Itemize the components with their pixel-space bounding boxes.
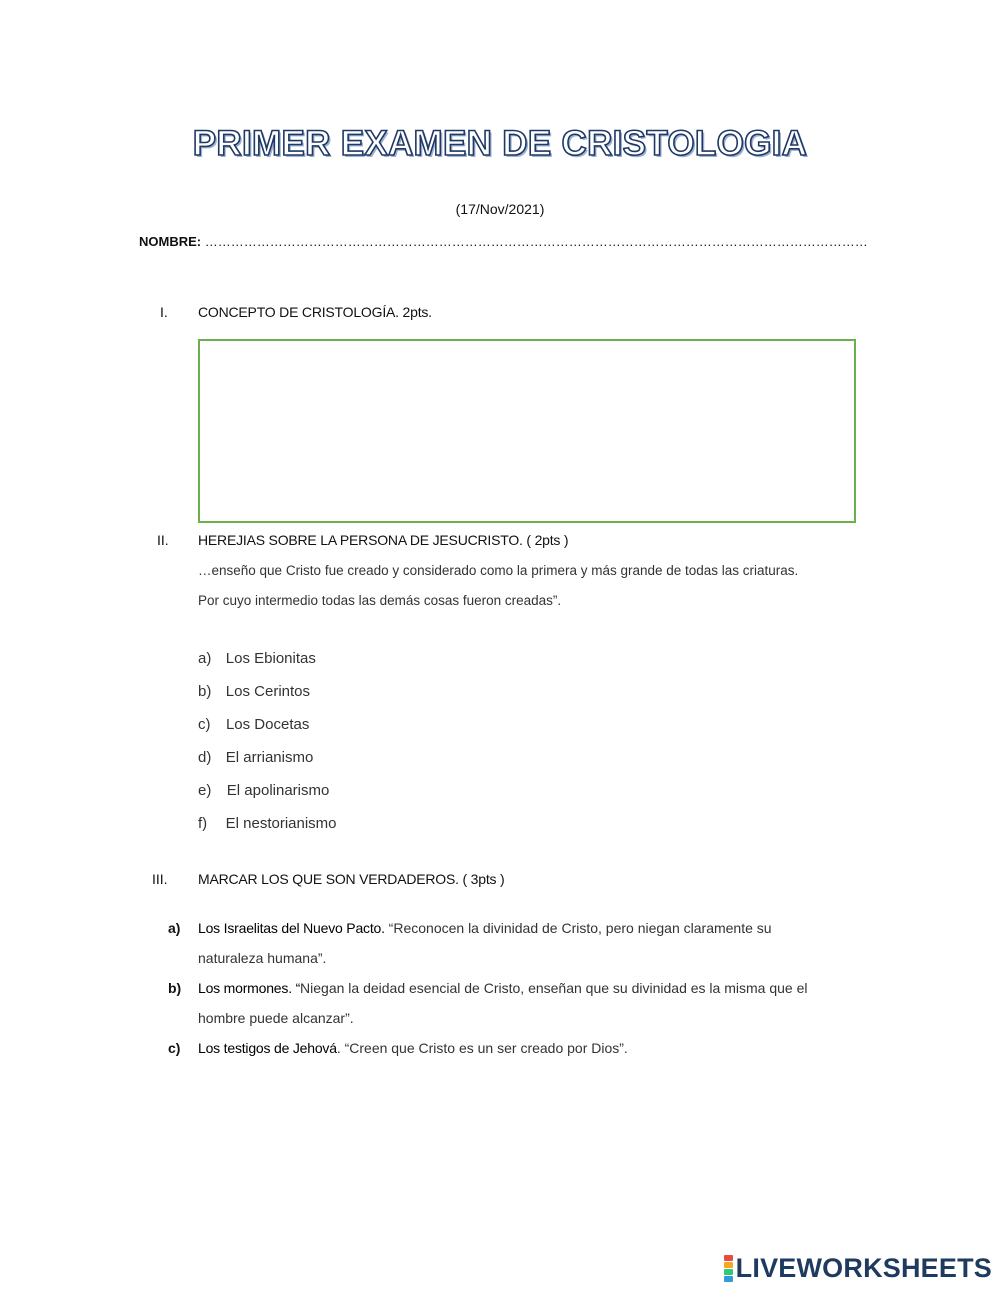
section-3-title: MARCAR LOS QUE SON VERDADEROS. ( 3pts ) — [198, 871, 505, 887]
option-e[interactable] — [198, 782, 329, 800]
item-b-text: Niegan la deidad esencial de Cristo, enseñan que su divinidad es la misma que el — [300, 980, 808, 996]
item-a-line-2: naturaleza humana”. — [198, 950, 327, 966]
item-b-letter[interactable]: b) — [168, 980, 182, 996]
option-letter: f) — [198, 815, 208, 832]
name-label: NOMBRE: — [139, 234, 202, 249]
option-letter: b) — [198, 683, 212, 700]
logo-icon — [724, 1255, 733, 1282]
option-letter: e) — [198, 782, 212, 799]
name-dotted-line: ……………………………………………………………………………………………………………………………………… — [204, 234, 868, 249]
item-b-name: Los mormones. “ — [198, 980, 301, 996]
option-letter: a) — [198, 650, 212, 667]
logo-block-e — [724, 1276, 733, 1282]
item-a-line-1 — [198, 920, 772, 936]
option-letter: d) — [198, 749, 212, 766]
section-3-number: III. — [152, 871, 168, 887]
option-text: El nestorianismo — [225, 815, 337, 832]
logo-text: LIVEWORKSHEETS — [735, 1253, 992, 1283]
option-text: El arrianismo — [225, 749, 314, 766]
logo-block-i — [724, 1262, 733, 1268]
option-text: Los Cerintos — [225, 683, 311, 700]
item-a-text: “Reconocen la divinidad de Cristo, pero niegan claramente su — [384, 920, 772, 936]
item-a-name: Los Israelitas del Nuevo Pacto. — [198, 920, 385, 936]
item-b-line-2: hombre puede alcanzar”. — [198, 1010, 354, 1026]
item-c-letter[interactable]: c) — [168, 1040, 181, 1056]
option-c[interactable] — [198, 716, 309, 734]
item-b-line-1 — [198, 980, 807, 996]
option-text: El apolinarismo — [226, 782, 330, 799]
quote-line-1: …enseño que Cristo fue creado y considerado como la primera y más grande de todas las criaturas. — [198, 563, 799, 578]
option-d[interactable] — [198, 749, 313, 767]
option-a[interactable] — [198, 650, 316, 668]
logo-block-v — [724, 1269, 733, 1275]
option-f[interactable] — [198, 815, 337, 833]
option-text: Los Ebionitas — [225, 650, 316, 667]
item-a-letter[interactable]: a) — [168, 920, 181, 936]
section-1-number: I. — [160, 304, 168, 320]
section-1-title: CONCEPTO DE CRISTOLOGÍA. 2pts. — [198, 304, 432, 320]
answer-box[interactable] — [198, 339, 856, 523]
section-2-number: II. — [157, 532, 169, 548]
section-2-title: HEREJIAS SOBRE LA PERSONA DE JESUCRISTO. ( 2pts ) — [198, 532, 569, 548]
item-c-name: Los testigos de Jehová — [198, 1040, 337, 1056]
option-letter: c) — [198, 716, 211, 733]
item-c-text: . “Creen que Cristo es un ser creado por Dios”. — [336, 1040, 628, 1056]
exam-date: (17/Nov/2021) — [455, 201, 545, 217]
name-field[interactable] — [139, 234, 868, 249]
item-c-line-1 — [198, 1040, 628, 1056]
option-text: Los Docetas — [225, 716, 310, 733]
option-b[interactable] — [198, 683, 310, 701]
logo-block-l — [724, 1255, 733, 1261]
page-title: PRIMER EXAMEN DE CRISTOLOGIA — [192, 124, 808, 163]
quote-line-2: Por cuyo intermedio todas las demás cosas fueron creadas”. — [198, 593, 562, 608]
liveworksheets-logo — [724, 1253, 992, 1284]
